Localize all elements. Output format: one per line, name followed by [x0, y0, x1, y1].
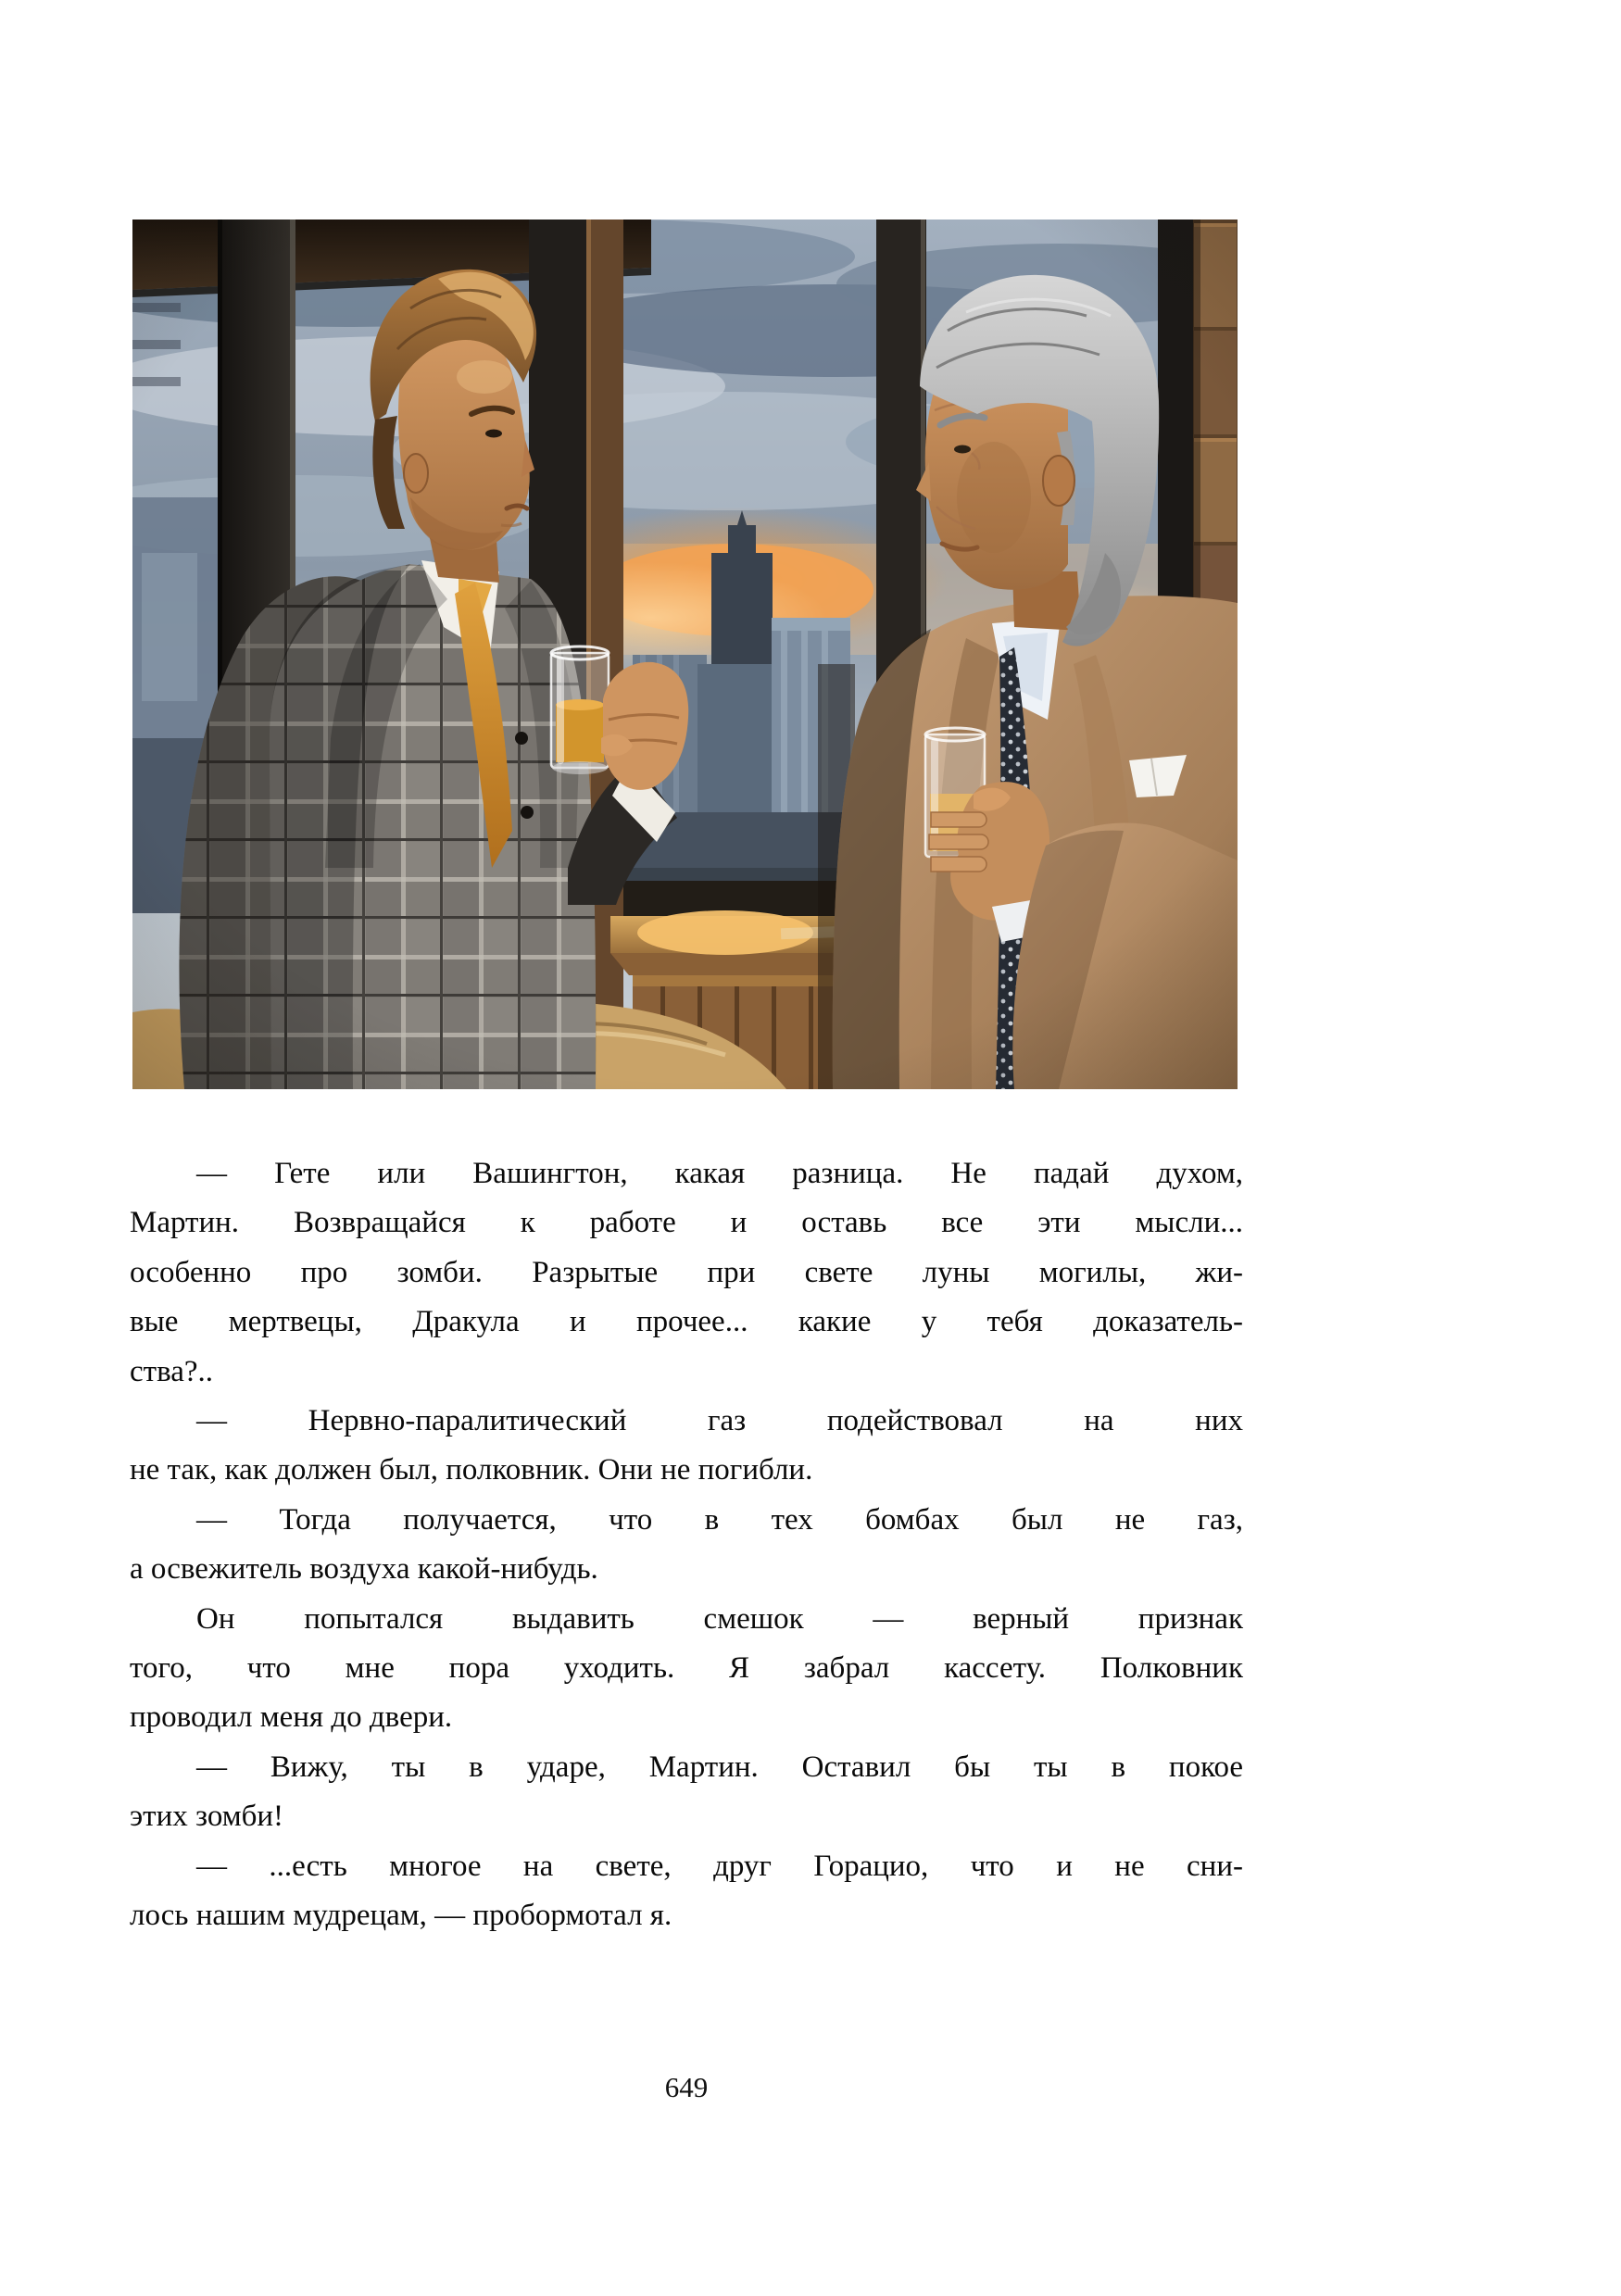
text-line: лось нашим мудрецам, — пробормотал я.: [130, 1899, 672, 1933]
text-line: ства?..: [130, 1354, 214, 1388]
text-line: особенно про зомби. Разрытые при свете луны могилы, жи-: [130, 1255, 1243, 1289]
illustration-svg: [132, 220, 1238, 1089]
vignette: [132, 220, 1238, 1089]
page-number: 649: [664, 2071, 709, 2103]
text-line: — Нервно-паралитический газ подействовал на них: [196, 1404, 1243, 1438]
text-line: этих зомби!: [130, 1800, 284, 1834]
text-line: Он попытался выдавить смешок — верный признак: [196, 1601, 1243, 1636]
text-line: вые мертвецы, Дракула и прочее... какие у тебя доказатель-: [130, 1305, 1243, 1339]
text-line: а освежитель воздуха какой-нибудь.: [130, 1552, 598, 1587]
text-line: — Вижу, ты в ударе, Мартин. Оставил бы ты в покое: [196, 1750, 1243, 1784]
text-line: Мартин. Возвращайся к работе и оставь все эти мысли...: [130, 1206, 1243, 1240]
text-line: — Гете или Вашингтон, какая разница. Не падай духом,: [196, 1157, 1243, 1190]
book-illustration: [132, 220, 1238, 1089]
text-line: — Тогда получается, что в тех бомбах был не газ,: [196, 1502, 1243, 1537]
text-line: не так, как должен был, полковник. Они не погибли.: [130, 1453, 813, 1487]
body-text: [130, 1149, 1243, 1941]
text-line: проводил меня до двери.: [130, 1700, 453, 1735]
text-line: того, что мне пора уходить. Я забрал кассету. Полковник: [130, 1651, 1243, 1686]
text-line: — ...есть многое на свете, друг Горацио, что и не сни-: [196, 1849, 1243, 1883]
